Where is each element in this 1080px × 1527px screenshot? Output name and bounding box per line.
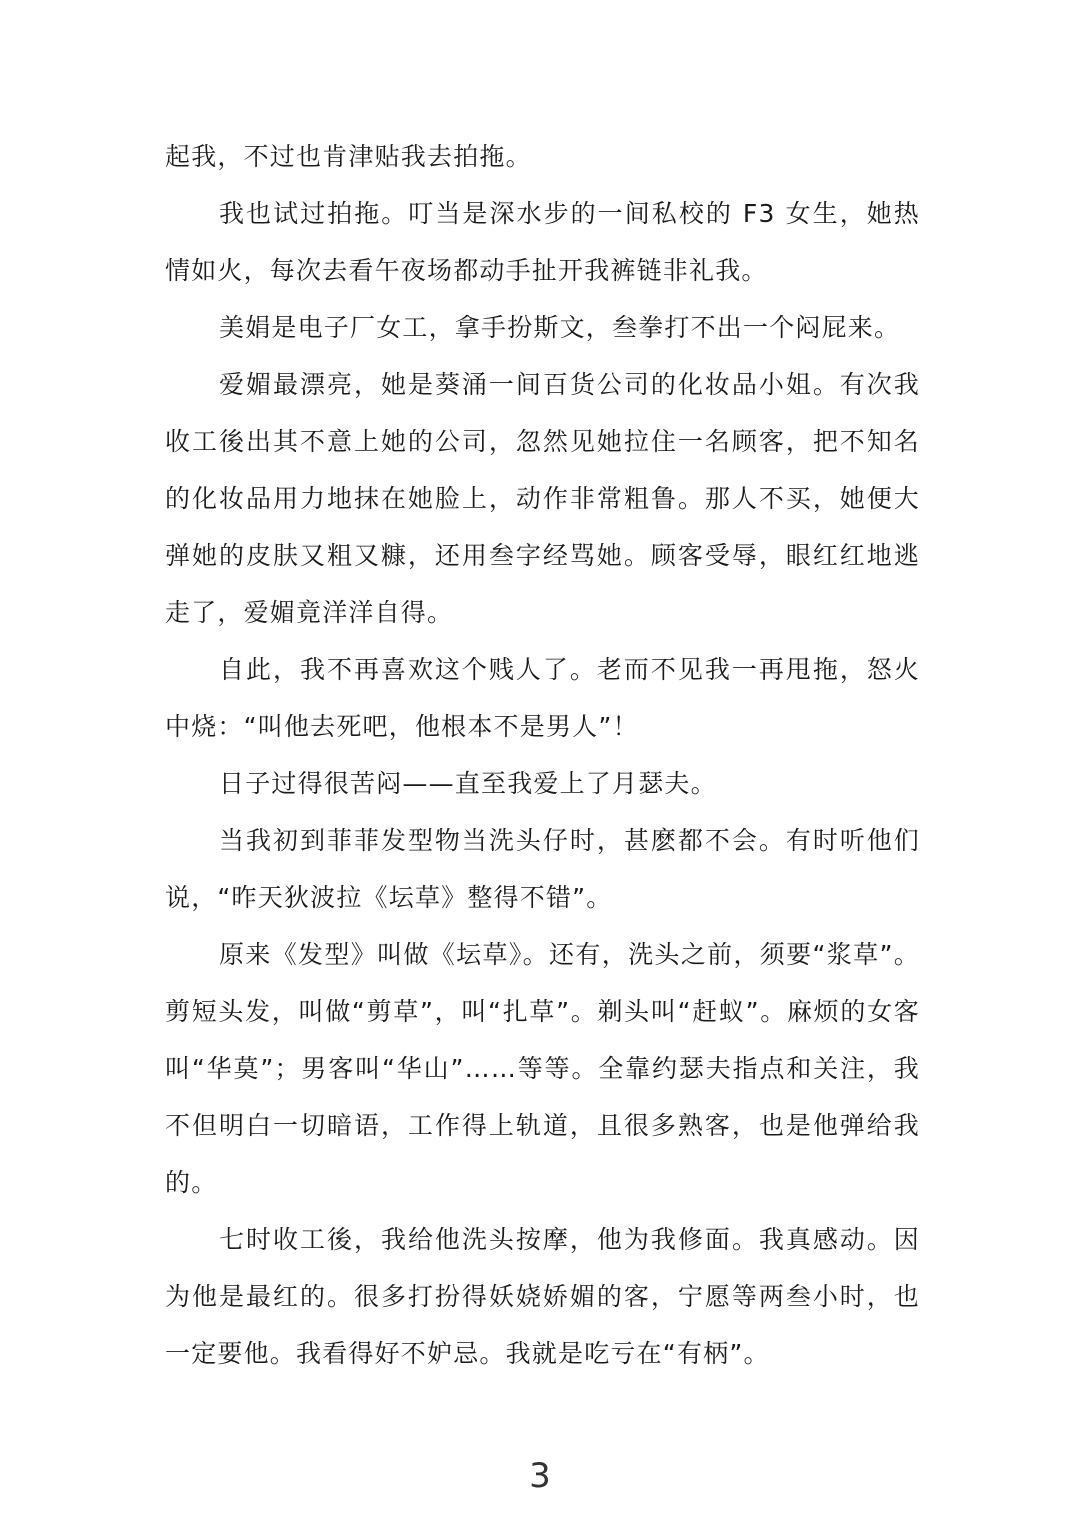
paragraph-7: 当我初到菲菲发型物当洗头仔时，甚麽都不会。有时听他们说，“昨天狄波拉《坛草》整得不错”。 [165,826,920,912]
page-number: 3 [529,1456,551,1496]
paragraph-4: 爱媚最漂亮，她是葵涌一间百货公司的化妆品小姐。有次我收工後出其不意上她的公司，忽然见她拉住一名顾客，把不知名的化妆品用力地抹在她脸上，动作非常粗鲁。那人不买，她便大弹她的皮肤又粗又糠，还用叁字经骂她。顾客受辱，眼红红地逃走了，爱媚竟洋洋自得。 [165,370,920,627]
paragraph-1: 起我，不过也肯津贴我去拍拖。 [165,142,532,171]
paragraph-3: 美娟是电子厂女工，拿手扮斯文，叁拳打不出一个闷屁来。 [219,313,901,342]
paragraph-8: 原来《发型》叫做《坛草》。还有，洗头之前，须要“浆草”。剪短头发，叫做“剪草”，叫“扎草”。剃头叫“赶蚁”。麻烦的女客叫“华莫”；男客叫“华山”……等等。全靠约瑟夫指点和关注，我不但明白一切暗语，工作得上轨道，且很多熟客，也是他弹给我的。 [165,940,920,1197]
paragraph-2: 我也试过拍拖。叮当是深水步的一间私校的 F3 女生，她热情如火，每次去看午夜场都动手扯开我裤链非礼我。 [165,199,920,285]
text-body [165,128,920,1382]
paragraph-9: 七时收工後，我给他洗头按摩，他为我修面。我真感动。因为他是最红的。很多打扮得妖娆娇媚的客，宁愿等两叁小时，也一定要他。我看得好不妒忌。我就是吃亏在“有柄”。 [165,1225,920,1368]
paragraph-5: 自此，我不再喜欢这个贱人了。老而不见我一再甩拖，怒火中烧：“叫他去死吧，他根本不是男人”！ [165,655,920,741]
paragraph-6: 日子过得很苦闷——直至我爱上了月瑟夫。 [219,769,717,798]
